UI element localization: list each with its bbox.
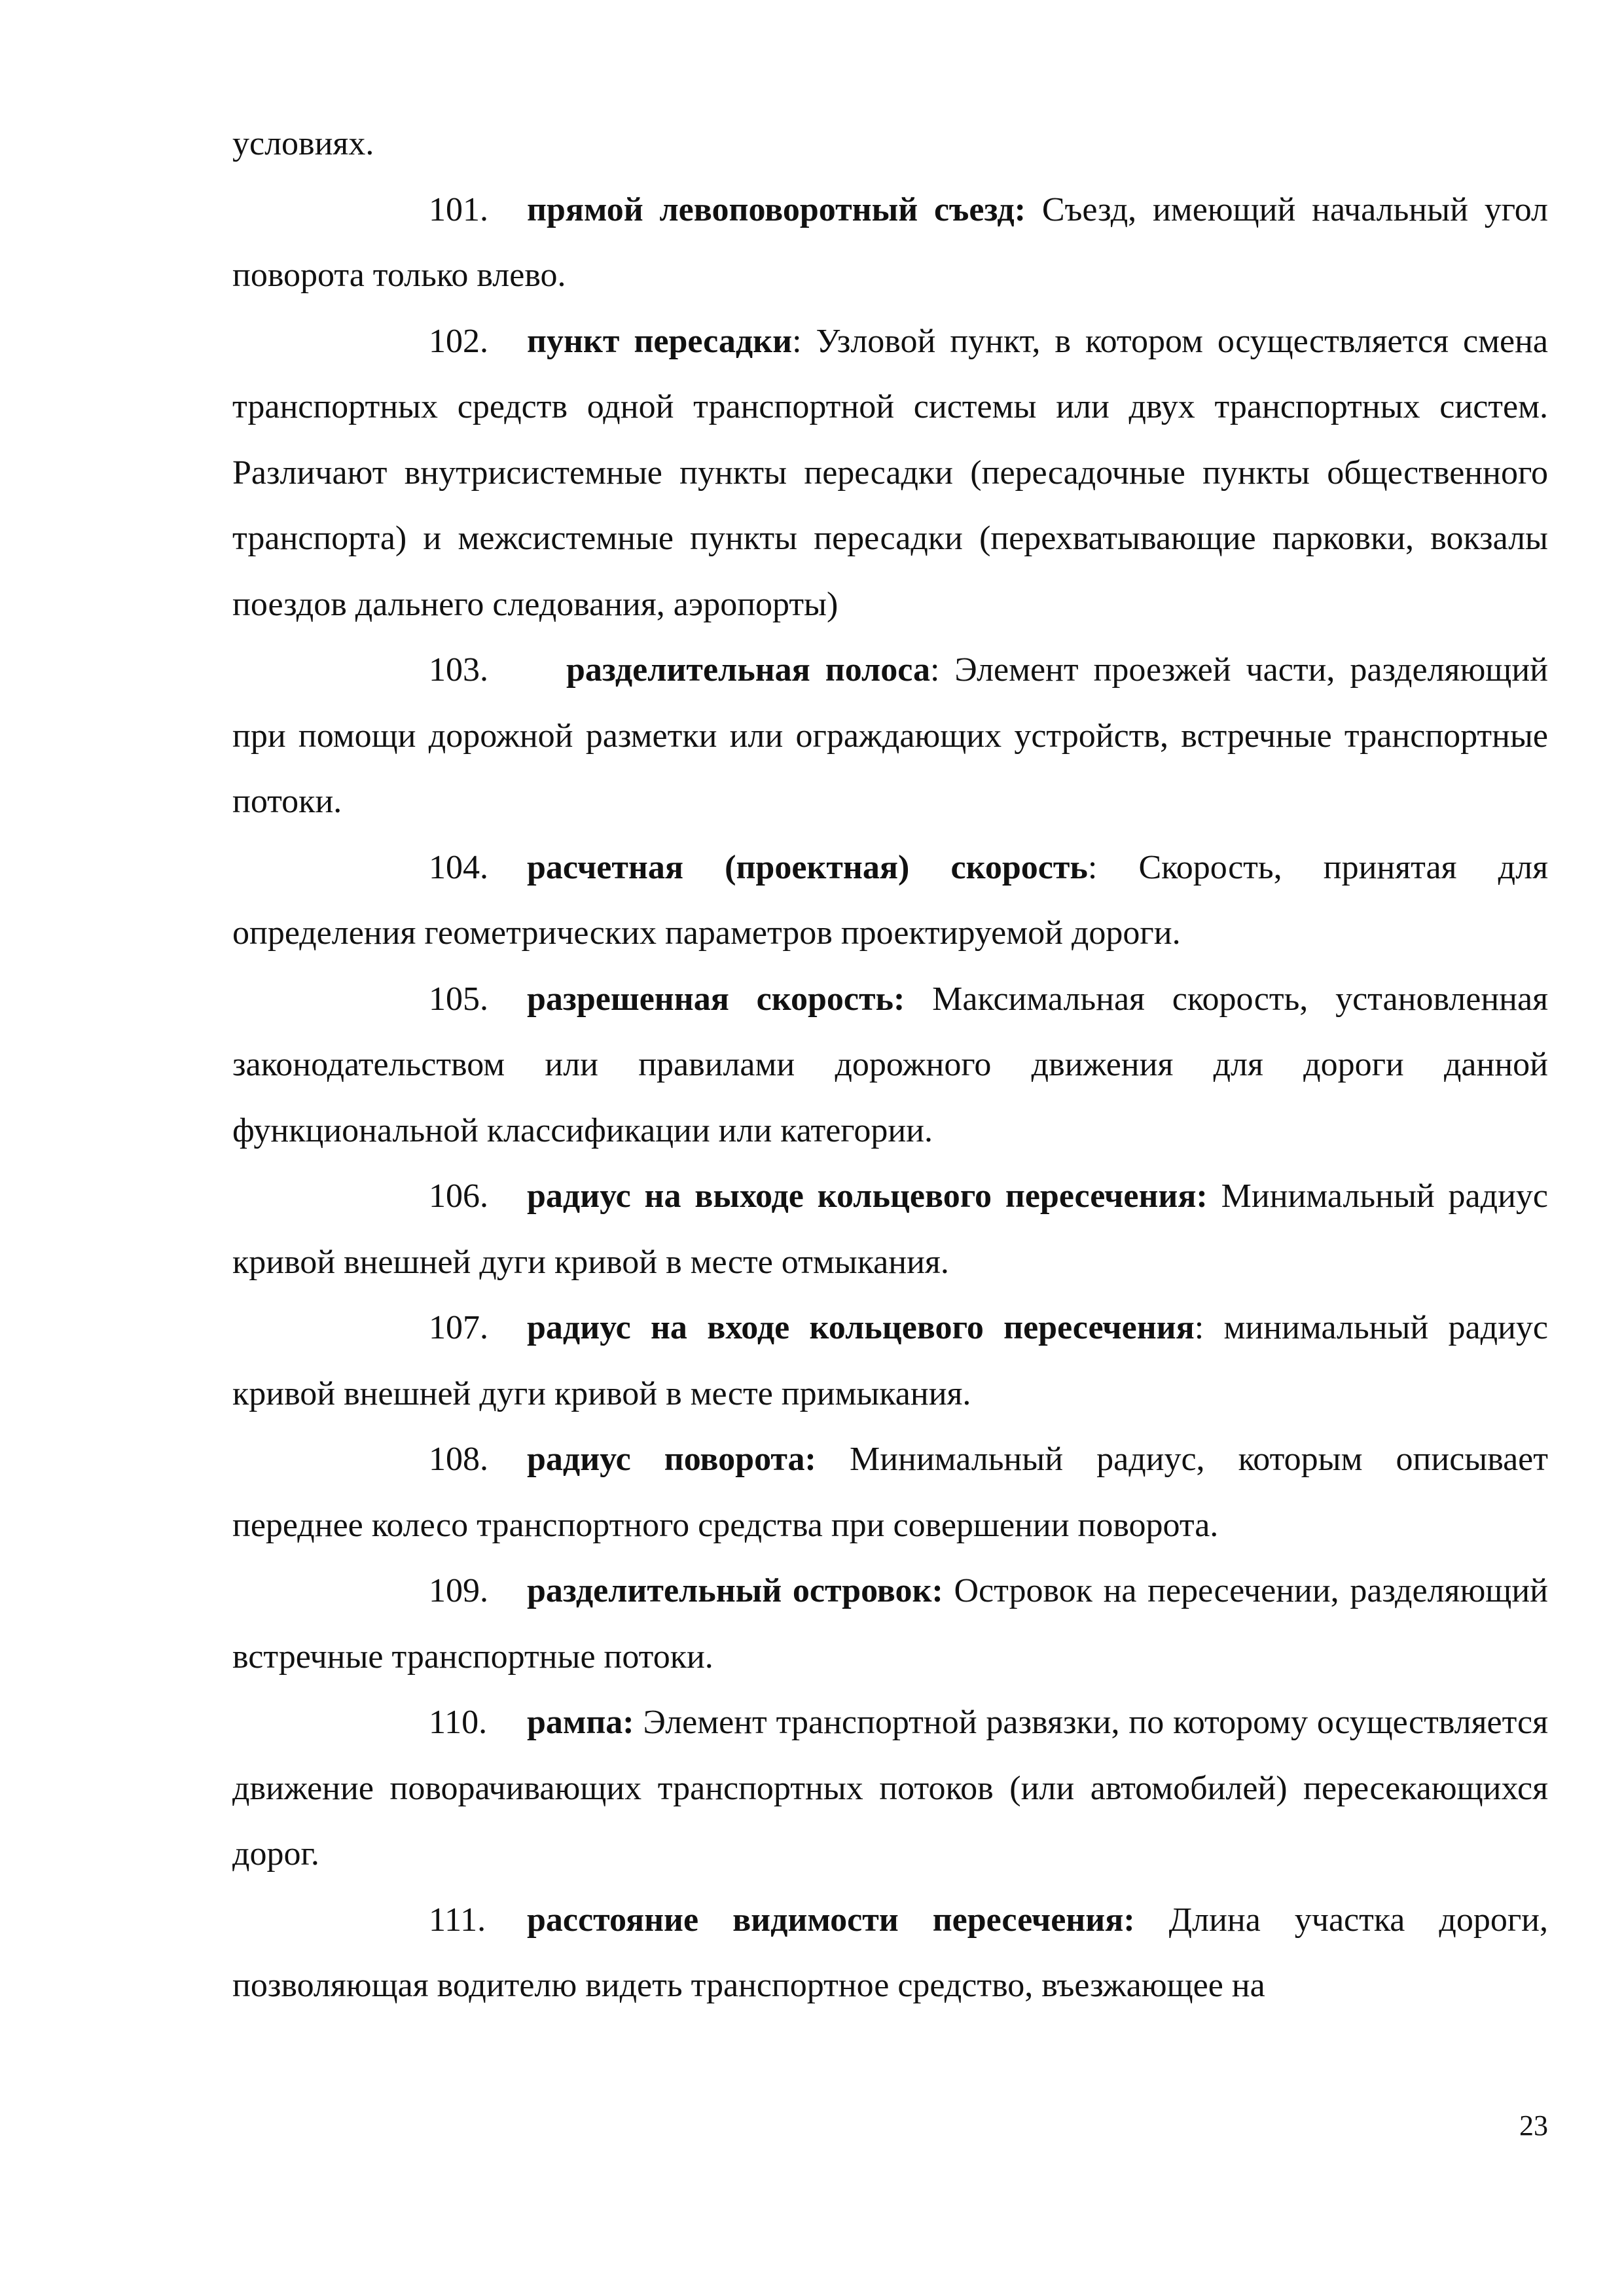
entry-term: разделительный островок: (527, 1572, 943, 1609)
entry-definition: Элемент транспортной развязки, по которому осуществляется движение поворачивающих транспортных потоков (или автомобилей) пересекающихся дорог. (232, 1704, 1548, 1873)
entry-number: 107. (429, 1309, 488, 1346)
definition-entry (232, 967, 1548, 1164)
entry-number: 103. (429, 651, 488, 689)
entry-definition: Минимальный радиус кривой внешней дуги кривой в месте отмыкания. (232, 1177, 1548, 1281)
definition-entry (232, 177, 1548, 309)
entry-term: разрешенная скорость: (527, 980, 905, 1018)
entry-definition: Островок на пересечении, разделяющий встречные транспортные потоки. (232, 1572, 1548, 1676)
definition-entry (232, 637, 1548, 835)
definition-entry (232, 1888, 1548, 2019)
definition-entry (232, 1690, 1548, 1888)
entry-number: 111. (429, 1901, 486, 1939)
continuation-text: условиях. (232, 125, 374, 162)
definition-entry (232, 835, 1548, 967)
page-number: 23 (1519, 2109, 1548, 2142)
entry-number: 102. (429, 322, 488, 360)
definition-entry (232, 1427, 1548, 1558)
entry-term: рампа: (527, 1704, 634, 1741)
entry-term: радиус на выходе кольцевого пересечения: (527, 1177, 1208, 1215)
entry-definition: Длина участка дороги, позволяющая водителю видеть транспортное средство, въезжающее на (232, 1901, 1548, 2004)
entry-term: радиус поворота: (527, 1441, 816, 1478)
definition-entry (232, 1295, 1548, 1427)
entry-number: 105. (429, 980, 488, 1018)
entry-number: 108. (429, 1441, 488, 1478)
entry-definition: Минимальный радиус, которым описывает переднее колесо транспортного средства при совершении поворота. (232, 1441, 1548, 1544)
definition-entry (232, 309, 1548, 638)
entry-number: 104. (429, 848, 488, 886)
definition-entry (232, 1164, 1548, 1295)
entry-number: 110. (429, 1704, 488, 1741)
entry-term: радиус на входе кольцевого пересечения (527, 1309, 1195, 1346)
entry-term: пункт пересадки (527, 322, 793, 360)
entry-number: 101. (429, 190, 488, 228)
entry-definition: Съезд, имеющий начальный угол поворота только влево. (232, 190, 1548, 294)
entry-term: разделительная полоса (566, 651, 930, 689)
entry-number: 109. (429, 1572, 488, 1609)
entry-term: расстояние видимости пересечения: (527, 1901, 1135, 1939)
entry-definition: : Скорость, принятая для определения геометрических параметров проектируемой дороги. (232, 848, 1548, 952)
entry-definition: : Узловой пункт, в котором осуществляется смена транспортных средств одной транспортной системы или двух транспортных систем. Различают внутрисистемные пункты пересадки (пересадочные пункты общественного транспорта) и межсистемные пункты пересадки (перехватывающие парковки, вокзалы поездов дальнего следования, аэропорты) (232, 322, 1548, 623)
entry-term: прямой левоповоротный съезд: (527, 190, 1026, 228)
entry-term: расчетная (проектная) скорость (527, 848, 1088, 886)
entry-number: 106. (429, 1177, 488, 1215)
entry-definition: Максимальная скорость, установленная законодательством или правилами дорожного движения для дороги данной функциональной классификации или категории. (232, 980, 1548, 1149)
entry-definition: : Элемент проезжей части, разделяющий при помощи дорожной разметки или ограждающих устройств, встречные транспортные потоки. (232, 651, 1548, 820)
document-body (232, 111, 1548, 2019)
definition-entry (232, 1558, 1548, 1690)
entry-definition: : минимальный радиус кривой внешней дуги кривой в месте примыкания. (232, 1309, 1548, 1412)
